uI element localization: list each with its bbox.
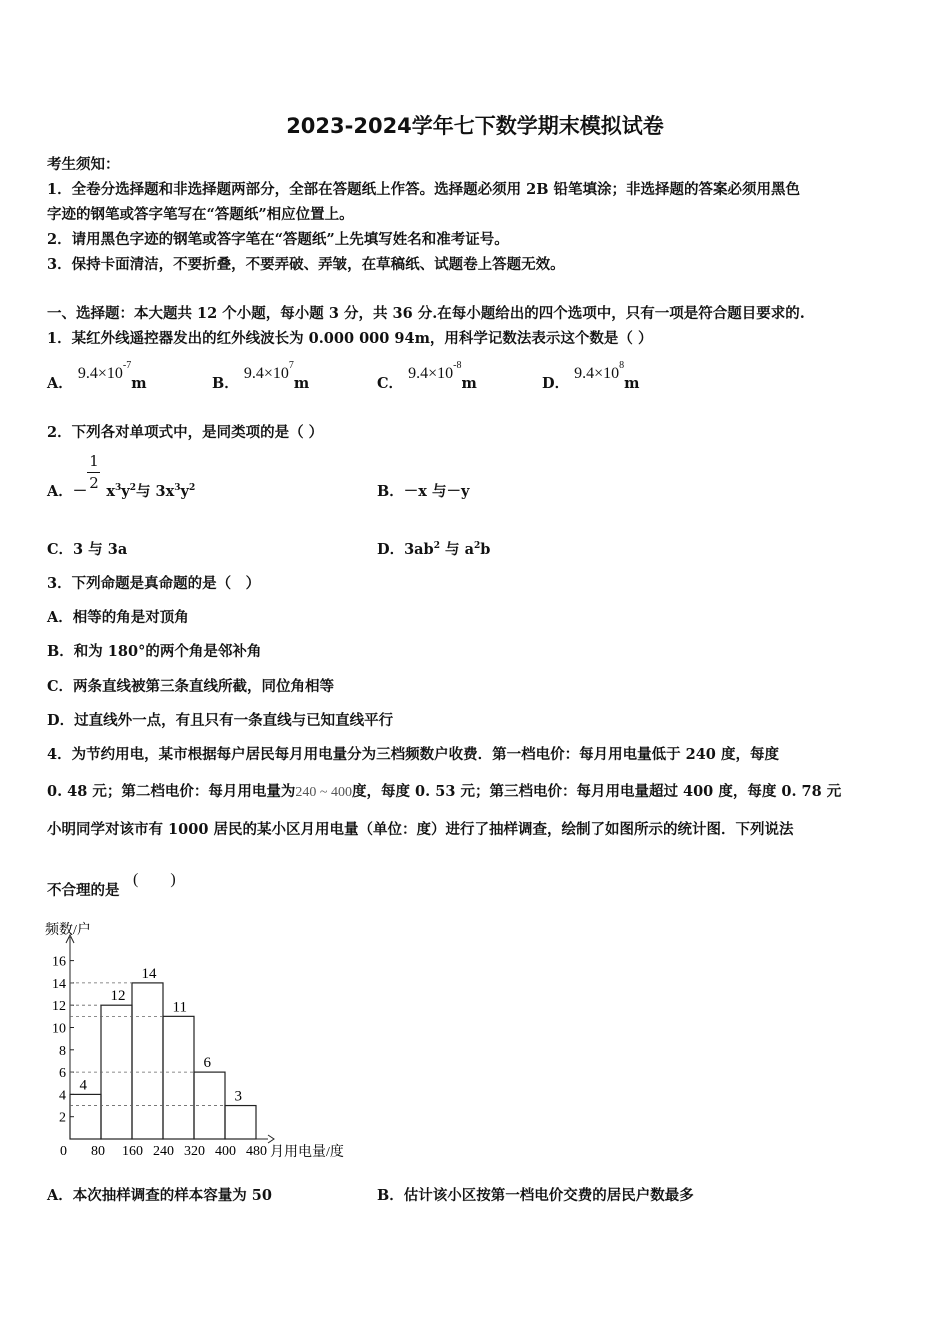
histogram-bar	[163, 1016, 194, 1139]
q2-d-exp-1: 2	[433, 541, 440, 552]
fraction-denominator: 2	[89, 474, 99, 492]
page-title: 2023-2024学年七下数学期末模拟试卷	[286, 114, 664, 138]
histogram-bar	[225, 1106, 256, 1139]
q1-d-unit: m	[624, 375, 640, 392]
q2-option-a	[47, 452, 196, 501]
q4-option-b: B．估计该小区按第一档电价交费的居民户数最多	[377, 1187, 694, 1204]
fraction-one-half	[87, 452, 101, 496]
q1-d-base: 9.4×10	[574, 365, 620, 382]
y-tick-label: 16	[52, 954, 66, 970]
q1-option-b	[212, 360, 310, 393]
q2-a-var-y: y	[121, 483, 130, 500]
q1-c-label: C．	[377, 375, 404, 392]
x-tick-label: 240	[153, 1144, 174, 1159]
q2-d-pre: D．3ab	[377, 541, 434, 558]
y-tick-label: 4	[59, 1088, 66, 1104]
q4-line-1: 4．为节约用电，某市根据每户居民每月用电量分为三档频数户收费．第一档电价：每月用电量低于 240 度，每度	[47, 746, 779, 763]
q4-line-2-part-b: 度，每度 0. 53 元；第三档电价：每月用电量超过 400 度，每度 0. 78 元	[352, 783, 842, 800]
q1-b-unit: m	[293, 375, 310, 392]
q2-a-mid: 与 3x	[135, 483, 175, 500]
q2-a-exp-4: 2	[188, 483, 196, 494]
q3-option-d: D．过直线外一点，有且只有一条直线与已知直线平行	[47, 712, 394, 729]
q4-answer-paren: ( )	[133, 871, 176, 888]
q1-a-label: A．	[47, 375, 73, 392]
q1-d-label: D．	[542, 375, 570, 392]
q3-stem: 3．下列命题是真命题的是（ ）	[47, 575, 261, 592]
q2-option-d	[377, 538, 490, 559]
q2-option-c: C．3 与 3a	[47, 541, 128, 558]
q1-c-unit: m	[461, 375, 477, 392]
x-tick-label: 480	[246, 1144, 267, 1159]
y-tick-label: 12	[52, 999, 66, 1015]
y-tick-label: 8	[59, 1043, 66, 1059]
q1-stem: 1．某红外线遥控器发出的红外线波长为 0.000 000 94m，用科学记数法表示这个数是（ ）	[47, 330, 653, 347]
bar-value-label: 3	[234, 1088, 242, 1105]
q2-d-exp-2: 2	[473, 541, 481, 552]
section-1-heading: 一、选择题：本大题共 12 个小题，每小题 3 分，共 36 分.在每小题给出的四个选项中，只有一项是符合题目要求的.	[47, 305, 805, 322]
x-tick-label: 320	[184, 1144, 205, 1159]
notice-item-2: 2．请用黑色字迹的钢笔或答字笔在“答题纸”上先填写姓名和准考证号。	[47, 231, 509, 248]
x-tick-label: 0	[60, 1144, 67, 1159]
notice-item-1-line-2: 字迹的钢笔或答字笔写在“答题纸”相应位置上。	[47, 206, 354, 223]
q4-option-a: A．本次抽样调查的样本容量为 50	[47, 1187, 272, 1204]
q1-a-exp: -7	[122, 360, 132, 372]
q1-d-exp: 8	[619, 360, 625, 372]
q2-a-var-x: x	[106, 483, 115, 500]
y-tick-label: 6	[59, 1066, 66, 1082]
q4-line-2-part-a: 0. 48 元；第二档电价：每月用电量为	[47, 783, 296, 800]
y-axis-label: 频数/户	[45, 923, 91, 938]
y-tick-label: 2	[59, 1110, 66, 1126]
q2-option-b: B．－x 与－y	[377, 483, 470, 500]
q1-b-base: 9.4×10	[243, 365, 289, 382]
histogram-bar	[70, 1094, 101, 1139]
q2-a-exp-3: 3	[174, 483, 181, 494]
q4-range: 240 ~ 400	[295, 785, 352, 800]
q1-b-label: B．	[212, 375, 239, 392]
x-tick-label: 160	[122, 1144, 143, 1159]
q1-b-exp: 7	[288, 360, 294, 372]
fraction-numerator: 1	[89, 452, 99, 470]
q3-option-b: B．和为 180°的两个角是邻补角	[47, 643, 262, 660]
bar-value-label: 14	[141, 965, 157, 982]
q1-option-c	[377, 360, 477, 393]
q4-line-4: 不合理的是	[47, 882, 120, 899]
bar-value-label: 12	[110, 988, 126, 1005]
q1-c-base: 9.4×10	[408, 365, 454, 382]
bar-value-label: 11	[172, 999, 187, 1016]
q2-stem: 2．下列各对单项式中，是同类项的是（ ）	[47, 424, 324, 441]
q4-line-3: 小明同学对该市有 1000 居民的某小区月用电量（单位：度）进行了抽样调查，绘制了如图所示的统计图．下列说法	[47, 821, 794, 838]
q2-a-var-y2: y	[180, 483, 189, 500]
fraction-bar	[87, 472, 100, 473]
x-axis-arrow	[268, 1135, 274, 1143]
q3-option-c: C．两条直线被第三条直线所截，同位角相等	[47, 678, 335, 695]
bar-value-label: 6	[203, 1055, 211, 1072]
q1-a-base: 9.4×10	[77, 365, 123, 382]
x-tick-label: 80	[91, 1144, 105, 1159]
q2-d-post: b	[480, 541, 491, 558]
q3-option-a: A．相等的角是对顶角	[47, 609, 189, 626]
histogram-bar	[132, 983, 163, 1139]
bar-value-label: 4	[79, 1077, 87, 1094]
x-axis-label: 月用电量/度	[270, 1145, 344, 1160]
histogram-bar	[101, 1005, 132, 1139]
notice-item-1-line-1: 1．全卷分选择题和非选择题两部分，全部在答题纸上作答。选择题必须用 2B 铅笔填涂；非选择题的答案必须用黑色	[47, 181, 801, 198]
chart-layer	[52, 935, 274, 1159]
x-tick-label: 400	[215, 1144, 236, 1159]
notice-item-3: 3．保持卡面清洁，不要折叠，不要弄破、弄皱，在草稿纸、试题卷上答题无效。	[47, 256, 565, 273]
q4-line-2	[47, 780, 841, 801]
q2-a-label: A．－	[47, 483, 88, 500]
q1-option-d	[542, 360, 640, 393]
electricity-histogram	[40, 915, 380, 1165]
y-tick-label: 10	[52, 1021, 66, 1037]
y-tick-label: 14	[52, 976, 66, 992]
q2-d-mid: 与 a	[439, 541, 474, 558]
notice-heading: 考生须知：	[47, 156, 120, 173]
q2-a-exp-1: 3	[114, 483, 122, 494]
q1-c-exp: -8	[453, 360, 462, 372]
q1-option-a	[47, 360, 147, 393]
q2-a-exp-2: 2	[129, 483, 136, 494]
q1-a-unit: m	[131, 375, 147, 392]
